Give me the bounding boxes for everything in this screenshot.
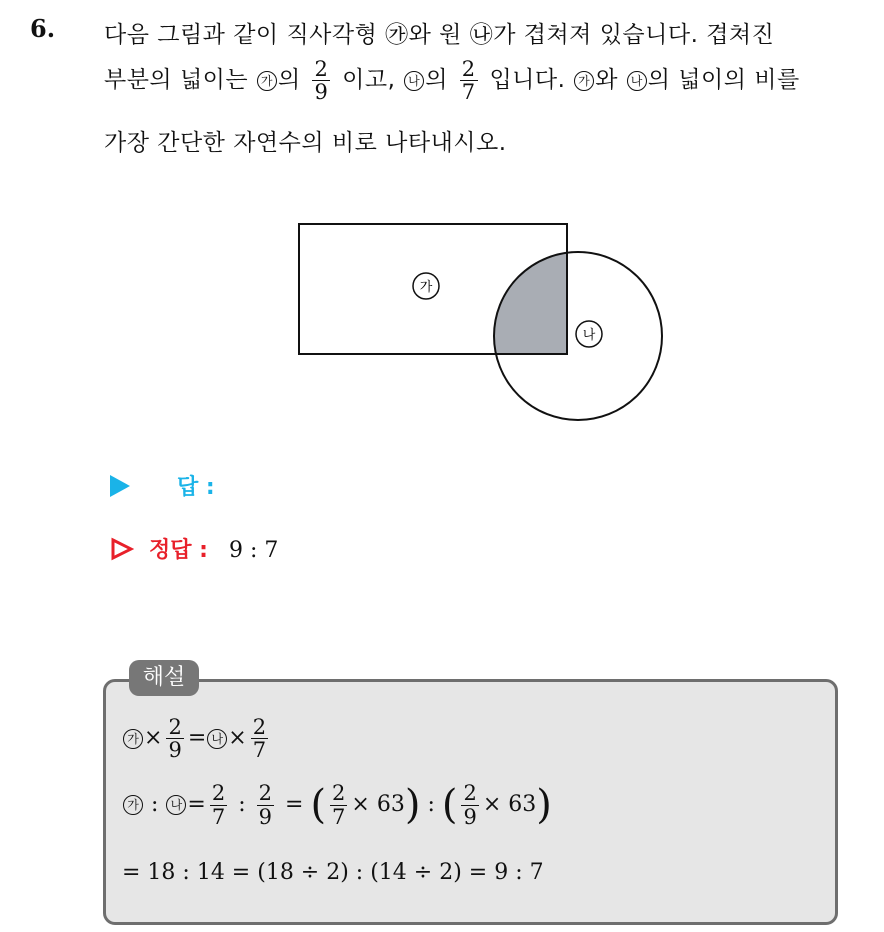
equals-sign: =: [187, 792, 206, 817]
question-number: 6.: [30, 14, 56, 43]
symbol-na: 나: [166, 795, 186, 815]
correct-answer-label: 정답 :: [149, 538, 208, 563]
symbol-na: 나: [627, 71, 647, 91]
fraction: [166, 716, 183, 761]
close-paren: ): [404, 782, 421, 828]
fraction-denominator: 7: [461, 80, 476, 105]
question-text: 의: [277, 67, 301, 94]
solution-line-2: [122, 782, 552, 828]
times-sign: ×: [228, 725, 247, 751]
fraction-denominator: 9: [168, 738, 182, 763]
ratio-colon: :: [420, 792, 442, 817]
symbol-na: 나: [207, 729, 227, 749]
fraction-denominator: 9: [463, 804, 477, 829]
fraction-numerator: 2: [252, 715, 267, 739]
answer-row: [110, 470, 215, 501]
question-text: 입니다.: [489, 67, 566, 94]
close-paren: ): [536, 782, 552, 828]
question-line-1: 다음 그림과 같이 직사각형 ㉮와 원 ㉯가 겹쳐져 있습니다. 겹쳐진: [104, 22, 775, 48]
question-text: 의 넓이의 비를: [647, 67, 800, 94]
equals-sign: =: [187, 725, 207, 751]
rectangle-label: 가: [419, 280, 433, 295]
outline-arrow-icon: [110, 537, 134, 561]
overlap-figure: [0, 0, 884, 460]
times-63: × 63: [482, 792, 537, 817]
solution-line-3: = 18 : 14 = (18 ÷ 2) : (14 ÷ 2) = 9 : 7: [122, 860, 544, 885]
symbol-ga: 가: [123, 729, 143, 749]
fraction: [461, 782, 478, 827]
solution-tab: 해설: [129, 660, 199, 696]
fraction-denominator: 9: [258, 804, 272, 829]
symbol-na: 나: [404, 71, 424, 91]
question-text: 부분의 넓이는: [104, 67, 249, 94]
fraction-numerator: 2: [332, 781, 346, 806]
symbol-ga: 가: [257, 71, 277, 91]
question-text: 와: [595, 67, 618, 94]
fraction-numerator: 2: [168, 715, 182, 739]
fraction-numerator: 2: [463, 781, 477, 806]
open-paren: (: [310, 782, 327, 828]
fraction: [251, 716, 268, 761]
fraction-denominator: 7: [252, 738, 267, 763]
fraction-denominator: 9: [314, 80, 329, 105]
fraction: [210, 782, 227, 827]
question-line-3: 가장 간단한 자연수의 비로 나타내시오.: [104, 130, 507, 156]
symbol-ga: 가: [123, 795, 143, 815]
fraction-numerator: 2: [211, 781, 226, 806]
play-arrow-icon: [110, 475, 130, 497]
times-63: × 63: [351, 792, 405, 817]
answer-label: 답 :: [177, 475, 215, 500]
fraction-numerator: 2: [314, 57, 329, 81]
fraction: [257, 782, 274, 827]
correct-answer-value: 9 : 7: [228, 538, 279, 563]
correct-answer-row: [110, 533, 278, 564]
circle-label: 나: [582, 328, 596, 343]
equals-sign: =: [285, 792, 304, 817]
question-text: 이고,: [342, 67, 396, 94]
question-text: 의: [425, 67, 448, 94]
fraction-denominator: 7: [332, 804, 346, 829]
symbol-ga: 가: [574, 71, 594, 91]
ratio-colon: :: [231, 792, 253, 817]
fraction-numerator: 2: [258, 781, 272, 806]
times-sign: ×: [144, 725, 163, 751]
fraction-denominator: 7: [211, 804, 226, 829]
fraction-numerator: 2: [461, 57, 476, 81]
open-paren: (: [441, 782, 458, 828]
ratio-colon: :: [144, 792, 166, 817]
fraction: [330, 782, 347, 827]
solution-line-1: [122, 716, 272, 761]
